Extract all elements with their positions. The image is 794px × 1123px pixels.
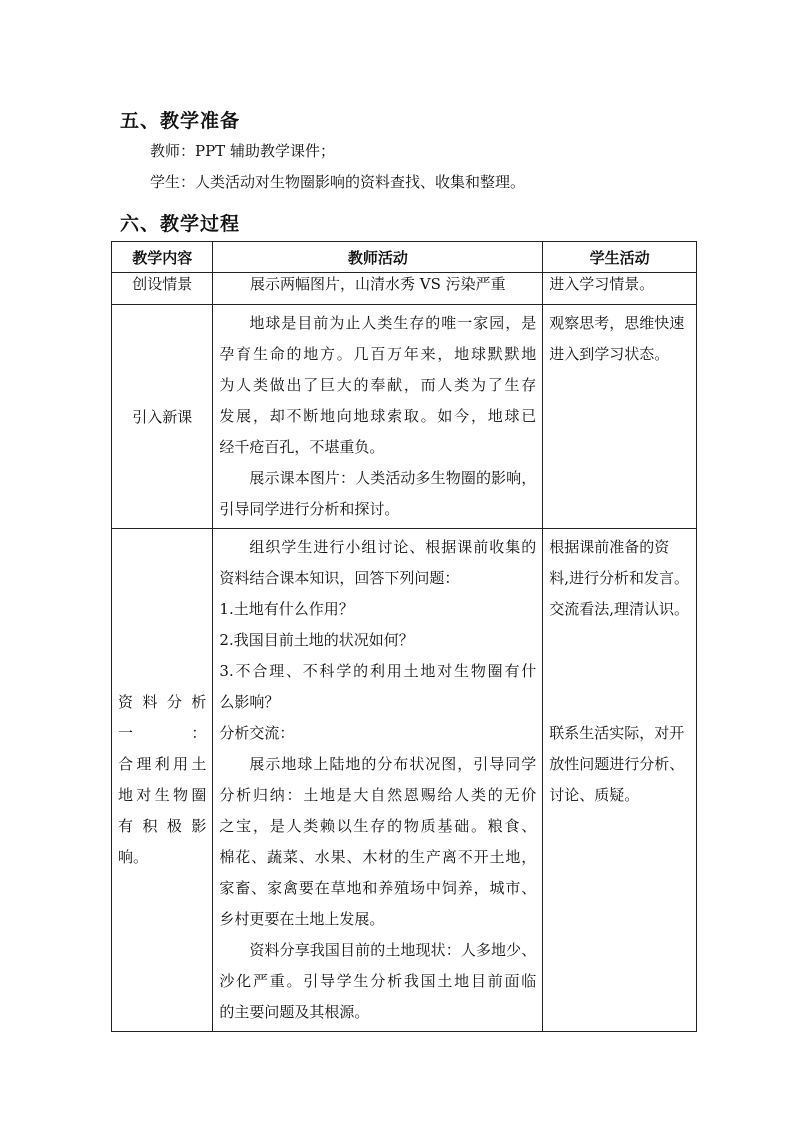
row2-teacher-line: 发展，却不断地向地球索取。如今，地球已 — [219, 407, 537, 425]
row1-teacher: 展示两幅图片，山清水秀 VS 污染严重 — [213, 273, 543, 305]
row2-teacher-line: 为人类做出了巨大的奉献，而人类为了生存 — [219, 376, 537, 394]
row3-teacher-line: 资料分享我国目前的土地现状：人多地少、 — [249, 941, 537, 959]
row2-teacher-line: 引导同学进行分析和探讨。 — [219, 500, 400, 518]
row3-teacher-line: 1.土地有什么作用？ — [219, 600, 354, 618]
row3-content-line: 资料分析一： — [118, 693, 207, 742]
row3-teacher — [213, 529, 543, 1032]
row3-student-line: 联系生活实际，对开 — [549, 724, 685, 742]
row3-content-line: 有积极影响。 — [118, 817, 207, 866]
row3-teacher-line: 么影响？ — [219, 693, 280, 711]
row1-content: 创设情景 — [112, 273, 213, 305]
row3-student-spacer — [549, 625, 690, 718]
row2-content: 引入新课 — [112, 305, 213, 529]
table-header-row — [112, 242, 697, 273]
row3-teacher-line: 展示地球上陆地的分布状况图，引导同学 — [249, 755, 537, 773]
header-content: 教学内容 — [112, 242, 213, 273]
row3-student-line: 根据课前准备的资 — [549, 538, 670, 556]
row3-teacher-line: 2.我国目前土地的状况如何？ — [219, 631, 414, 649]
row3-teacher-line: 资料结合课本知识，回答下列问题： — [219, 569, 460, 587]
header-teacher: 教师活动 — [213, 242, 543, 273]
row3-teacher-line: 棉花、蔬菜、水果、木材的生产离不开土地， — [219, 848, 537, 866]
row2-teacher-line: 地球是目前为止人类生存的唯一家园，是 — [249, 314, 537, 332]
row2-teacher — [213, 305, 543, 529]
row3-teacher-line: 沙化严重。引导学生分析我国土地目前面临 — [219, 972, 537, 990]
row3-content-line: 地对生物圈 — [118, 786, 207, 804]
row3-student — [543, 529, 697, 1032]
row3-teacher-line: 组织学生进行小组讨论、根据课前收集的 — [249, 538, 537, 556]
row3-student-line: 料,进行分析和发言。 — [549, 569, 690, 587]
teacher-prep-text: 教师：PPT 辅助教学课件； — [150, 142, 335, 160]
row3-content — [112, 529, 213, 1032]
row2-student-line: 进入到学习状态。 — [549, 345, 670, 363]
row3-teacher-line: 分析交流： — [219, 724, 295, 742]
row2-teacher-line: 展示课本图片：人类活动多生物圈的影响， — [249, 469, 537, 487]
row3-teacher-line: 分析归纳：土地是大自然恩赐给人类的无价 — [219, 786, 537, 804]
header-student: 学生活动 — [543, 242, 697, 273]
row3-student-line: 讨论、质疑。 — [549, 786, 640, 804]
table-row — [112, 529, 697, 1032]
row2-student — [543, 305, 697, 529]
row3-teacher-line: 的主要问题及其根源。 — [219, 1003, 370, 1021]
row2-teacher-line: 经千疮百孔，不堪重负。 — [219, 438, 385, 456]
row2-teacher-line: 孕育生命的地方。几百万年来，地球默默地 — [219, 345, 537, 363]
row3-student-line: 放性问题进行分析、 — [549, 755, 685, 773]
row3-student-line: 交流看法,理清认识。 — [549, 600, 690, 618]
row3-teacher-line: 乡村更要在土地上发展。 — [219, 910, 385, 928]
table-row — [112, 273, 697, 305]
lesson-process-table — [111, 241, 697, 1032]
row3-content-line: 合理利用土 — [118, 755, 207, 773]
row1-student: 进入学习情景。 — [543, 273, 697, 305]
row3-teacher-line: 家畜、家禽要在草地和养殖场中饲养，城市、 — [219, 879, 537, 897]
section-heading-prep: 五、教学准备 — [120, 110, 241, 132]
row3-teacher-line: 3.不合理、不科学的利用土地对生物圈有什 — [219, 662, 537, 680]
row3-teacher-line: 之宝，是人类赖以生存的物质基础。粮食、 — [219, 817, 537, 835]
row2-student-line: 观察思考，思维快速 — [549, 314, 685, 332]
table-row — [112, 305, 697, 529]
section-heading-process: 六、教学过程 — [120, 213, 241, 235]
student-prep-text: 学生：人类活动对生物圈影响的资料查找、收集和整理。 — [150, 173, 526, 191]
